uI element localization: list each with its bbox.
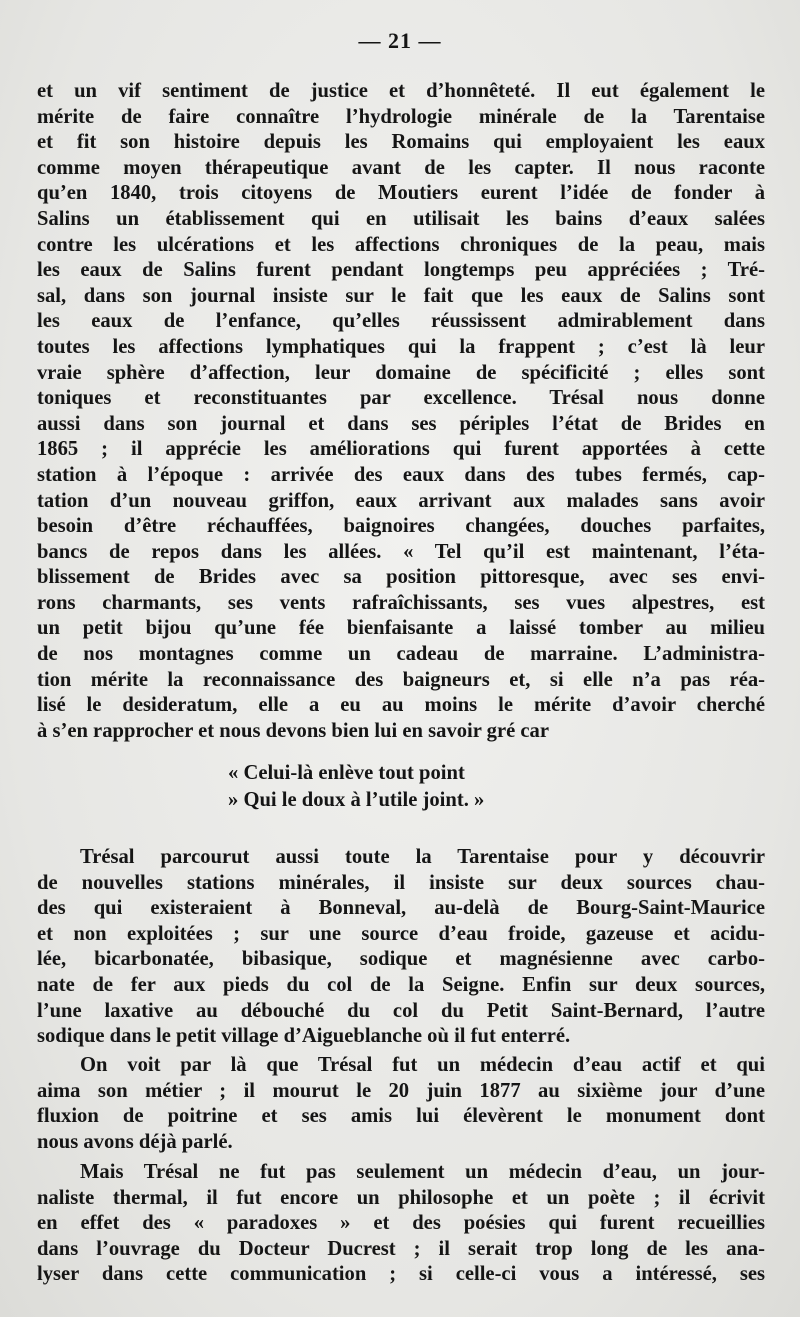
text-line: Trésal parcourut aussi toute la Tarentaise pour y découvrir — [80, 846, 765, 868]
text-line: dans l’ouvrage du Docteur Ducrest ; il serait trop long de les ana- — [37, 1237, 765, 1260]
text-line: toutes les affections lymphatiques qui la frappent ; c’est là leur — [37, 335, 765, 358]
verse-line-1: « Celui-là enlève tout point — [228, 762, 465, 784]
text-line: et non exploitées ; sur une source d’eau froide, gazeuse et acidu- — [37, 922, 765, 945]
text-line: lyser dans cette communication ; si celle-ci vous a intéressé, ses — [37, 1263, 765, 1286]
text-line: contre les ulcérations et les affections chroniques de la peau, mais — [37, 233, 765, 256]
text-line: des qui existeraient à Bonneval, au-delà de Bourg-Saint-Maurice — [37, 897, 765, 920]
text-line: bancs de repos dans les allées. « Tel qu’il est maintenant, l’éta- — [37, 540, 765, 563]
text-line: sodique dans le petit village d’Aigueblanche où il fut enterré. — [37, 1025, 571, 1048]
text-line: tion mérite la reconnaissance des baigneurs et, si elle n’a pas réa- — [37, 668, 765, 691]
text-line: l’une laxative au débouché du col du Petit Saint-Bernard, l’autre — [37, 999, 765, 1022]
text-line: vraie sphère d’affection, leur domaine de spécificité ; elles sont — [37, 361, 765, 384]
text-line: Salins un établissement qui en utilisait les bains d’eaux salées — [37, 207, 765, 230]
text-line: aussi dans son journal et dans ses périples l’état de Brides en — [37, 412, 765, 435]
text-line: tation d’un nouveau griffon, eaux arrivant aux malades sans avoir — [37, 489, 765, 512]
text-line: toniques et reconstituantes par excellence. Trésal nous donne — [37, 387, 765, 410]
text-line: comme moyen thérapeutique avant de les capter. Il nous raconte — [37, 156, 765, 179]
text-line: besoin d’être réchauffées, baignoires changées, douches parfaites, — [37, 515, 765, 538]
verse-line-2: » Qui le doux à l’utile joint. » — [228, 789, 485, 811]
text-line: sal, dans son journal insiste sur le fait que les eaux de Salins sont — [37, 284, 765, 307]
text-line: On voit par là que Trésal fut un médecin d’eau actif et qui — [80, 1054, 765, 1076]
text-line: mérite de faire connaître l’hydrologie minérale de la Tarentaise — [37, 105, 765, 128]
text-line: 1865 ; il apprécie les améliorations qui furent apportées à cette — [37, 438, 765, 461]
text-line: en effet des « paradoxes » et des poésies qui furent recueillies — [37, 1212, 765, 1235]
paragraph-1 — [37, 79, 765, 744]
text-line: naliste thermal, il fut encore un philosophe et un poète ; il écrivit — [37, 1186, 765, 1209]
text-line: et fit son histoire depuis les Romains qui employaient les eaux — [37, 131, 765, 154]
page-number: — 21 — — [358, 28, 442, 53]
text-line: nate de fer aux pieds du col de la Seigne. Enfin sur deux sources, — [37, 973, 765, 996]
text-line: les eaux de l’enfance, qu’elles réussissent admirablement dans — [37, 310, 765, 333]
paragraph-3 — [37, 1053, 765, 1155]
paragraph-4 — [37, 1160, 765, 1288]
paragraph-2 — [37, 845, 765, 1050]
text-line: lisé le desideratum, elle a eu au moins le mérite d’avoir cherché — [37, 694, 765, 717]
text-line: et un vif sentiment de justice et d’honnêteté. Il eut également le — [37, 80, 765, 102]
text-line: de nos montagnes comme un cadeau de marraine. L’administra- — [37, 643, 765, 666]
text-line: un petit bijou qu’une fée bienfaisante a laissé tomber au milieu — [37, 617, 765, 640]
text-line: nous avons déjà parlé. — [37, 1130, 233, 1153]
text-line: qu’en 1840, trois citoyens de Moutiers eurent l’idée de fonder à — [37, 182, 765, 205]
text-line: station à l’époque : arrivée des eaux dans des tubes fermés, cap- — [37, 463, 765, 486]
text-line: lée, bicarbonatée, bibasique, sodique et magnésienne avec carbo- — [37, 948, 765, 971]
text-line: Mais Trésal ne fut pas seulement un médecin d’eau, un jour- — [80, 1161, 765, 1183]
text-line: blissement de Brides avec sa position pittoresque, avec ses envi- — [37, 566, 765, 589]
text-line: aima son métier ; il mourut le 20 juin 1877 au sixième jour d’une — [37, 1079, 765, 1102]
text-line: à s’en rapprocher et nous devons bien lui en savoir gré car — [37, 719, 549, 742]
text-line: fluxion de poitrine et ses amis lui élevèrent le monument dont — [37, 1105, 765, 1128]
text-line: de nouvelles stations minérales, il insiste sur deux sources chau- — [37, 871, 765, 894]
text-line: les eaux de Salins furent pendant longtemps peu appréciées ; Tré- — [37, 259, 765, 282]
text-line: rons charmants, ses vents rafraîchissants, ses vues alpestres, est — [37, 591, 765, 614]
